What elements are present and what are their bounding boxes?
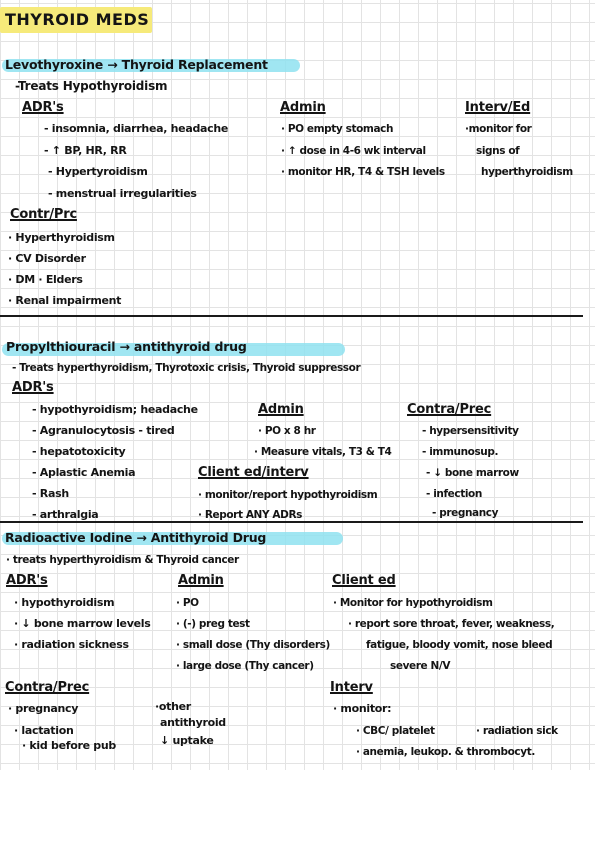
levo-contra-item: · CV Disorder	[8, 252, 86, 265]
rai-admin-item: · PO	[176, 597, 199, 609]
levo-interv-item: ·monitor for	[465, 123, 532, 135]
levo-contra-item: · Renal impairment	[8, 294, 122, 307]
rai-interv-item: · anemia, leukop. & thrombocyt.	[356, 746, 535, 758]
rai-contra-item: · pregnancy	[8, 702, 79, 715]
rai-interv-heading: Interv	[330, 680, 373, 695]
rai-client-item: fatigue, bloody vomit, nose bleed	[366, 639, 553, 651]
rai-heading: Radioactive Iodine → Antithyroid Drug	[5, 530, 267, 545]
levo-adr-item: - ↑ BP, HR, RR	[44, 144, 127, 157]
ptu-adr-item: - Rash	[32, 487, 69, 500]
rai-interv-item: · radiation sick	[476, 725, 558, 737]
ptu-admin-heading: Admin	[258, 402, 304, 417]
ptu-adr-item: - Aplastic Anemia	[32, 466, 136, 479]
levo-admin-item: · ↑ dose in 4-6 wk interval	[281, 145, 426, 157]
levo-admin-item: · monitor HR, T4 & TSH levels	[281, 166, 445, 178]
ptu-contra-item: - ↓ bone marrow	[426, 467, 519, 479]
rai-client-item: · Monitor for hypothyroidism	[333, 597, 493, 609]
rai-admin-heading: Admin	[178, 573, 224, 588]
levo-contra-item: · DM · Elders	[8, 273, 83, 286]
rai-contra-heading: Contra/Prec	[5, 680, 90, 695]
ptu-contra-item: - pregnancy	[432, 507, 499, 519]
page-blank-bottom	[0, 770, 595, 842]
levo-adr-item: - Hypertyroidism	[48, 165, 148, 178]
levo-heading: Levothyroxine → Thyroid Replacement	[5, 57, 268, 72]
ptu-adr-item: - Agranulocytosis - tired	[32, 424, 175, 437]
rai-admin-item: · large dose (Thy cancer)	[176, 660, 314, 672]
section-divider	[0, 315, 583, 317]
rai-adr-heading: ADR's	[6, 573, 48, 588]
levo-admin-item: · PO empty stomach	[281, 123, 394, 135]
rai-adr-item: · radiation sickness	[14, 638, 129, 651]
levo-interv-heading: Interv/Ed	[465, 100, 531, 115]
ptu-client-heading: Client ed/interv	[198, 465, 309, 480]
levo-interv-item: signs of	[476, 145, 520, 157]
levo-contra-heading: Contr/Prc	[10, 207, 77, 222]
ptu-client-item: · monitor/report hypothyroidism	[198, 489, 378, 501]
ptu-heading: Propylthiouracil → antithyroid drug	[6, 339, 247, 354]
ptu-adr-item: - hypothyroidism; headache	[32, 403, 198, 416]
ptu-client-item: · Report ANY ADRs	[198, 509, 302, 521]
rai-contra-item: · lactation	[14, 724, 74, 737]
levo-adr-heading: ADR's	[22, 100, 64, 115]
levo-contra-item: · Hyperthyroidism	[8, 231, 115, 244]
section-divider	[0, 521, 583, 523]
rai-adr-item: · hypothyroidism	[14, 596, 115, 609]
levo-treats: -Treats Hypothyroidism	[15, 79, 168, 93]
page-title: THYROID MEDS	[5, 10, 150, 29]
rai-contra-item: · kid before pub	[22, 739, 116, 752]
rai-admin-item: · small dose (Thy disorders)	[176, 639, 330, 651]
ptu-admin-item: · Measure vitals, T3 & T4	[254, 446, 392, 458]
ptu-contra-item: - immunosup.	[422, 446, 499, 458]
rai-adr-item: · ↓ bone marrow levels	[14, 617, 151, 630]
ptu-contra-item: - infection	[426, 488, 482, 500]
rai-client-item: severe N/V	[390, 660, 451, 672]
rai-interv-item: · monitor:	[333, 702, 392, 715]
levo-interv-item: hyperthyroidism	[481, 166, 573, 178]
levo-adr-item: - menstrual irregularities	[48, 187, 197, 200]
rai-admin-item: · (-) preg test	[176, 618, 250, 630]
rai-other-item: antithyroid	[160, 716, 226, 729]
ptu-adr-item: - arthralgia	[32, 508, 99, 521]
ptu-contra-heading: Contra/Prec	[407, 402, 492, 417]
rai-other-item: ↓ uptake	[160, 734, 214, 747]
rai-client-heading: Client ed	[332, 573, 396, 588]
ptu-treats: - Treats hyperthyroidism, Thyrotoxic crisis, Thyroid suppressor	[12, 362, 361, 374]
levo-adr-item: - insomnia, diarrhea, headache	[44, 122, 229, 135]
rai-interv-item: · CBC/ platelet	[356, 725, 435, 737]
ptu-adr-heading: ADR's	[12, 380, 54, 395]
rai-other-item: ·other	[155, 700, 191, 713]
levo-admin-heading: Admin	[280, 100, 326, 115]
ptu-contra-item: - hypersensitivity	[422, 425, 519, 437]
ptu-admin-item: · PO x 8 hr	[258, 425, 316, 437]
rai-client-item: · report sore throat, fever, weakness,	[348, 618, 555, 630]
rai-treats: · treats hyperthyroidism & Thyroid cancer	[6, 554, 239, 566]
ptu-adr-item: - hepatotoxicity	[32, 445, 126, 458]
